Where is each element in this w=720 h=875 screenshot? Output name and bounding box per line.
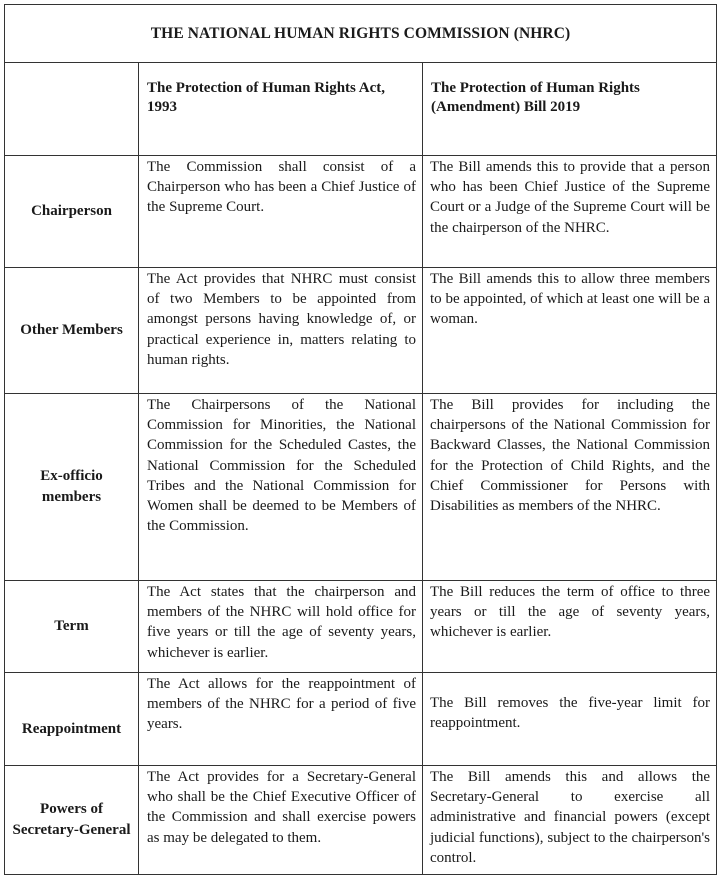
bill-cell: The Bill amends this to provide that a person who has been Chief Justice of the Supreme Court or a Judge of the Supreme Court will be the chairperson of the NHRC.	[423, 156, 717, 268]
table-row	[5, 394, 717, 581]
bill-cell: The Bill reduces the term of office to three years or till the age of seventy years, whichever is earlier.	[423, 581, 717, 673]
act-cell: The Act allows for the reappointment of members of the NHRC for a period of five years.	[139, 673, 423, 766]
header-empty-cell	[5, 63, 139, 156]
act-cell: The Chairpersons of the National Commission for Minorities, the National Commission for the Scheduled Castes, the National Commission for the Scheduled Tribes and the National Commission for Women shall be deemed to be Members of the Commission.	[139, 394, 423, 581]
table-row	[5, 581, 717, 673]
row-label: Other Members	[5, 268, 139, 394]
row-label: Reappointment	[5, 673, 139, 766]
header-bill: The Protection of Human Rights (Amendment) Bill 2019	[423, 63, 717, 156]
row-label: Powers of Secretary-General	[5, 766, 139, 875]
row-label: Chairperson	[5, 156, 139, 268]
bill-cell: The Bill removes the five-year limit for reappointment.	[423, 673, 717, 766]
comparison-document	[4, 4, 716, 875]
act-cell: The Commission shall consist of a Chairperson who has been a Chief Justice of the Supreme Court.	[139, 156, 423, 268]
table-row	[5, 268, 717, 394]
bill-cell: The Bill provides for including the chairpersons of the National Commission for Backward Classes, the National Commission for the Protection of Child Rights, and the Chief Commissioner for Persons with Disabilities as members of the NHRC.	[423, 394, 717, 581]
act-cell: The Act states that the chairperson and members of the NHRC will hold office for five years or till the age of seventy years, whichever is earlier.	[139, 581, 423, 673]
act-cell: The Act provides for a Secretary-General who shall be the Chief Executive Officer of the Commission and shall exercise powers as may be delegated to them.	[139, 766, 423, 875]
table-row	[5, 673, 717, 766]
table-row	[5, 156, 717, 268]
table-title: THE NATIONAL HUMAN RIGHTS COMMISSION (NHRC)	[5, 5, 717, 63]
comparison-table	[4, 4, 717, 875]
bill-cell: The Bill amends this and allows the Secretary-General to exercise all administrative and financial powers (except judicial functions), subject to the chairperson's control.	[423, 766, 717, 875]
table-row	[5, 766, 717, 875]
header-act: The Protection of Human Rights Act, 1993	[139, 63, 423, 156]
row-label: Term	[5, 581, 139, 673]
bill-cell: The Bill amends this to allow three members to be appointed, of which at least one will be a woman.	[423, 268, 717, 394]
row-label: Ex-officio members	[5, 394, 139, 581]
act-cell: The Act provides that NHRC must consist of two Members to be appointed from amongst persons having knowledge of, or practical experience in, matters relating to human rights.	[139, 268, 423, 394]
